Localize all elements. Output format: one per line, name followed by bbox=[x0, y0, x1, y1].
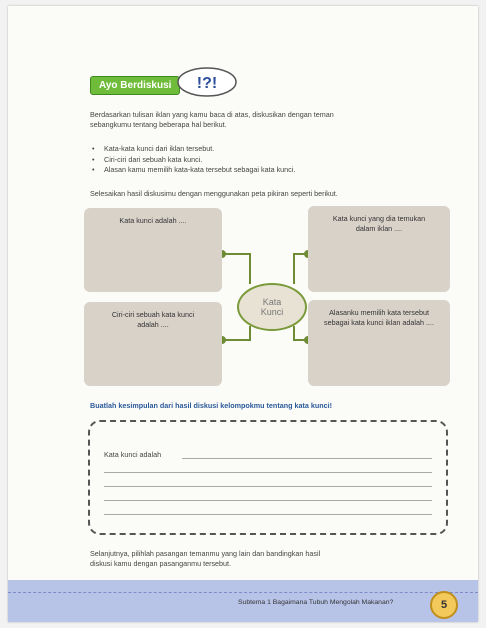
closing-line-1: Selanjutnya, pilihlah pasangan temanmu yang lain dan bandingkan hasil bbox=[90, 549, 321, 558]
intro-paragraph bbox=[90, 110, 442, 130]
mindmap-center bbox=[237, 283, 307, 331]
bullet-item: • Kata-kata kunci dari iklan tersebut. bbox=[92, 144, 432, 155]
mindmap-box-bottom-right bbox=[308, 300, 450, 386]
intro-line-2: sebangkumu tentang beberapa hal berikut. bbox=[90, 120, 227, 129]
footer-divider bbox=[8, 592, 478, 593]
answer-label: Kata kunci adalah bbox=[104, 450, 162, 459]
footer-subtitle: Subtema 1 Bagaimana Tubuh Mengolah Makanan? bbox=[238, 599, 394, 606]
mindmap-text: Alasanku memilih kata tersebut sebagai kata kunci iklan adalah .... bbox=[324, 308, 434, 327]
mindmap-box-bottom-left bbox=[84, 302, 222, 386]
instruction-text: Selesaikan hasil diskusimu dengan menggunakan peta pikiran seperti berikut. bbox=[90, 189, 338, 198]
page-number: 5 bbox=[430, 591, 458, 619]
mindmap-text: Ciri-ciri sebuah kata kunci adalah .... bbox=[111, 310, 195, 329]
answer-line[interactable] bbox=[182, 458, 432, 459]
closing-line-2: diskusi kamu dengan pasanganmu tersebut. bbox=[90, 559, 232, 568]
bullet-item: • Ciri-ciri dari sebuah kata kunci. bbox=[92, 155, 432, 166]
textbook-page bbox=[8, 6, 478, 622]
bullet-list bbox=[92, 144, 432, 176]
mindmap-box-top-right bbox=[308, 206, 450, 292]
section-badge: Ayo Berdiskusi bbox=[90, 76, 180, 95]
intro-line-1: Berdasarkan tulisan iklan yang kamu baca di atas, diskusikan dengan teman bbox=[90, 110, 334, 119]
mindmap-center-label: Kata Kunci bbox=[260, 297, 284, 317]
answer-line[interactable] bbox=[104, 500, 432, 501]
mindmap-box-top-left bbox=[84, 208, 222, 292]
mindmap-text: Kata kunci yang dia temukan dalam iklan .... bbox=[332, 214, 426, 233]
answer-line[interactable] bbox=[104, 472, 432, 473]
summary-title: Buatlah kesimpulan dari hasil diskusi kelompokmu tentang kata kunci! bbox=[90, 401, 333, 410]
closing-paragraph bbox=[90, 549, 442, 569]
mindmap-text: Kata kunci adalah .... bbox=[119, 216, 187, 225]
answer-line[interactable] bbox=[104, 514, 432, 515]
answer-line[interactable] bbox=[104, 486, 432, 487]
answer-box bbox=[88, 420, 448, 535]
bubble-text: !?! bbox=[196, 75, 218, 92]
question-bubble-icon bbox=[176, 66, 238, 98]
bullet-item: • Alasan kamu memilih kata-kata tersebut sebagai kata kunci. bbox=[92, 165, 432, 176]
